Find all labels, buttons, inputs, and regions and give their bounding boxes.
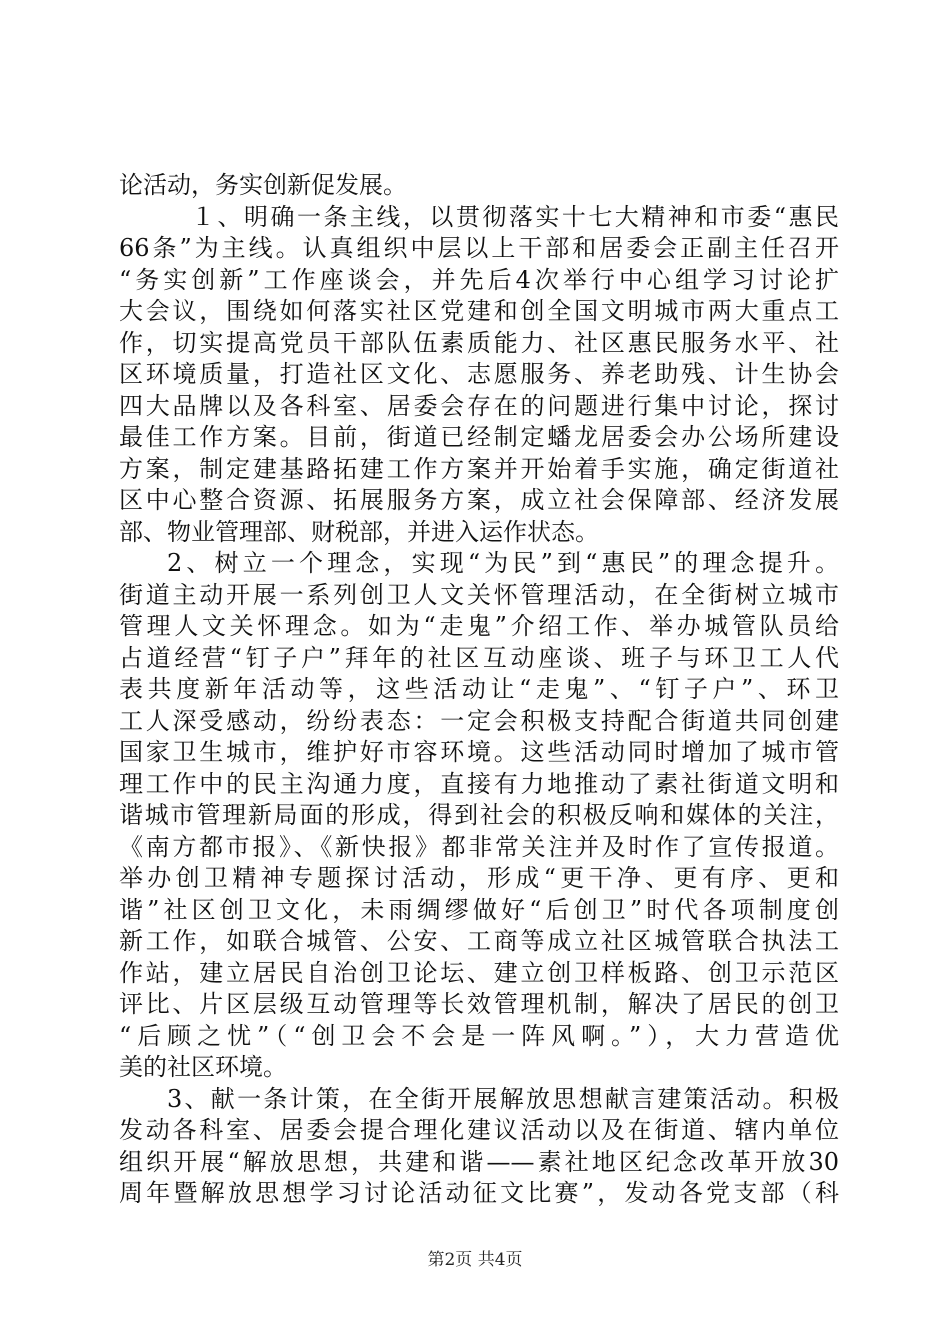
text-line: 周年暨解放思想学习讨论活动征文比赛”，发动各党支部（科 — [119, 1179, 839, 1207]
text-line: 表共度新年活动等，这些活动让“走鬼”、“钉子户”、环卫 — [119, 675, 839, 703]
text-line: １、明确一条主线，以贯彻落实十七大精神和市委“惠民 — [191, 202, 839, 231]
document-body — [119, 170, 839, 1210]
text-line: 理工作中的民主沟通力度，直接有力地推动了素社街道文明和 — [119, 769, 839, 798]
page-footer: 第2页 共4页 — [427, 1250, 523, 1270]
text-line: 66条”为主线。认真组织中层以上干部和居委会正副主任召开 — [119, 234, 839, 262]
text-line: 管理人文关怀理念。如为“走鬼”介绍工作、举办城管队员给 — [119, 612, 839, 640]
text-line: 发动各科室、居委会提合理化建议活动以及在街道、辖内单位 — [119, 1116, 839, 1144]
text-line: 美的社区环境。 — [119, 1053, 287, 1081]
text-line: 作站，建立居民自治创卫论坛、建立创卫样板路、创卫示范区 — [119, 958, 839, 987]
text-line: “后顾之忧”（“创卫会不会是一阵风啊。”），大力营造优 — [119, 1021, 839, 1050]
text-line: 新工作，如联合城管、公安、工商等成立社区城管联合执法工 — [119, 927, 839, 955]
text-line: 最佳工作方案。目前，街道已经制定蟠龙居委会办公场所建设 — [119, 423, 839, 451]
text-line: 方案，制定建基路拓建工作方案并开始着手实施，确定街道社 — [119, 454, 839, 483]
text-line: 谐城市管理新局面的形成，得到社会的积极反响和媒体的关注， — [119, 801, 839, 829]
text-line: 3、献一条计策，在全街开展解放思想献言建策活动。积极 — [167, 1084, 839, 1113]
text-line: 论活动，务实创新促发展。 — [119, 171, 407, 199]
text-line: 作，切实提高党员干部队伍素质能力、社区惠民服务水平、社 — [119, 328, 839, 357]
text-line: 大会议，围绕如何落实社区党建和创全国文明城市两大重点工 — [119, 297, 839, 325]
text-line: 评比、片区层级互动管理等长效管理机制，解决了居民的创卫 — [119, 990, 839, 1018]
text-line: 街道主动开展一系列创卫人文关怀管理活动，在全街树立城市 — [119, 580, 839, 609]
text-line: “务实创新”工作座谈会，并先后4次举行中心组学习讨论扩 — [119, 265, 839, 294]
text-line: 区中心整合资源、拓展服务方案，成立社会保障部、经济发展 — [119, 486, 839, 514]
text-line: 部、物业管理部、财税部，并进入运作状态。 — [119, 517, 599, 546]
text-line: 谐”社区创卫文化，未雨绸缪做好“后创卫”时代各项制度创 — [119, 895, 839, 924]
text-line: 四大品牌以及各科室、居委会存在的问题进行集中讨论，探讨 — [119, 391, 839, 420]
text-line: 《南方都市报》、《新快报》都非常关注并及时作了宣传报道。 — [119, 832, 839, 861]
text-line: 占道经营“钉子户”拜年的社区互动座谈、班子与环卫工人代 — [119, 643, 839, 672]
text-line: 工人深受感动，纷纷表态：一定会积极支持配合街道共同创建 — [119, 706, 839, 735]
text-line: 国家卫生城市，维护好市容环境。这些活动同时增加了城市管 — [119, 738, 839, 766]
text-line: 举办创卫精神专题探讨活动，形成“更干净、更有序、更和 — [119, 864, 839, 892]
text-line: 2、树立一个理念，实现“为民”到“惠民”的理念提升。 — [167, 549, 839, 577]
text-line: 组织开展“解放思想，共建和谐——素社地区纪念改革开放30 — [119, 1147, 839, 1176]
text-line: 区环境质量，打造社区文化、志愿服务、养老助残、计生协会 — [119, 360, 839, 388]
